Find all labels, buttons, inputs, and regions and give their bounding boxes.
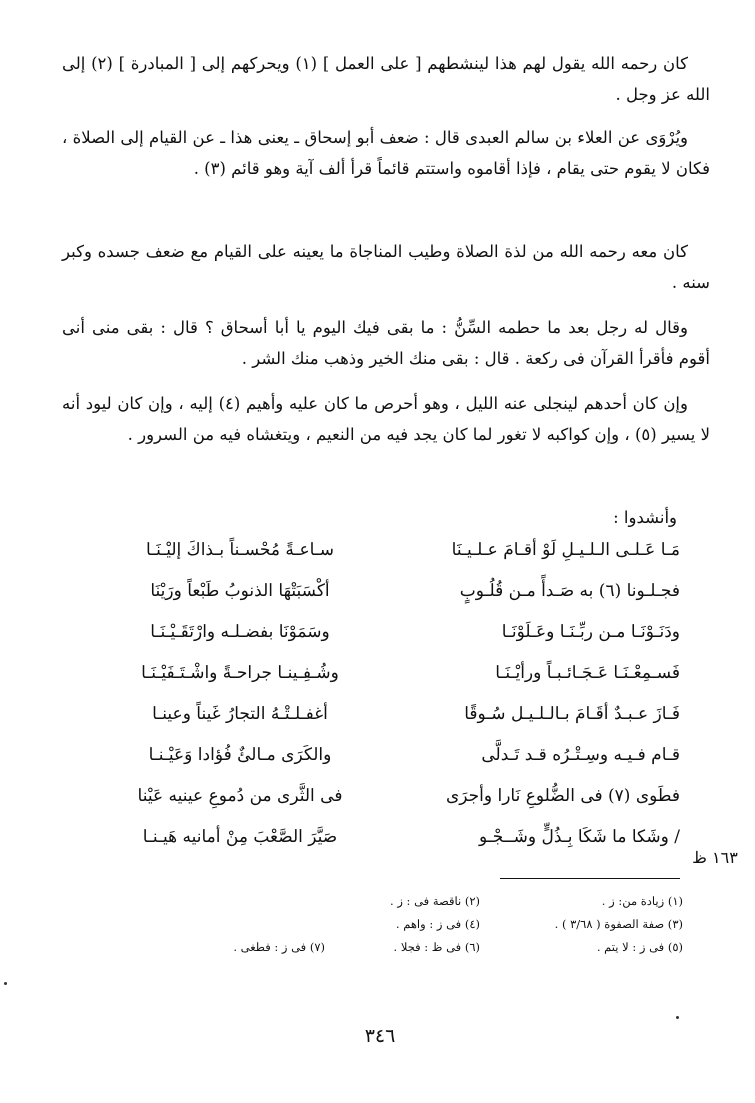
- verse-first-hemistich: / وشَكا ما شَكَا بِـذُلٍّ وشَــجْـو: [478, 827, 680, 847]
- paragraph-4-text: وقال له رجل بعد ما حطمه السِّنُّ : ما بقى فيك اليوم يا أبا أسحاق ؟ قال : بقى منى أنى أقوم فأقرأ القرآن فى ركعة . قال : بقى منك الخير وذهب منك الشر .: [62, 318, 710, 368]
- verse-second-hemistich: أغفـلـتْـهُ التجارُ غَيناً وعينـا: [152, 704, 328, 724]
- verse-line: [100, 817, 680, 857]
- paragraph-3-text: كان معه رحمه الله من لذة الصلاة وطيب المناجاة ما يعينه على القيام مع ضعف جسده وكبر سنه .: [62, 242, 710, 292]
- verse-first-hemistich: مَـا عَـلـى الـلـيـلِ لَوْ أقـامَ عـلـيـنَا: [451, 540, 680, 560]
- footnote: (١) زيادة من: ز .: [601, 894, 683, 908]
- scan-speck: [676, 1016, 679, 1019]
- verse-second-hemistich: وشُـفِـينـا جراحـةً واشْـتَـفَيْـنَـا: [141, 663, 339, 683]
- verse-line: [100, 612, 680, 652]
- poem-intro: وأنشدوا :: [613, 508, 677, 527]
- paragraph-2-text: ويُرْوَى عن العلاء بن سالم العبدى قال : ضعف أبو إسحاق ـ يعنى هذا ـ عن القيام إلى الصلاة ، فكان لا يقوم حتى يقام ، فإذا أقاموه واستتم قائماً قرأ ألف آية وهو قائم (٣) .: [62, 128, 710, 178]
- verse-line: [100, 653, 680, 693]
- verse-first-hemistich: قـام فـيـه وسِـتْـرُه قـد تَـدلَّى: [481, 745, 680, 765]
- verse-first-hemistich: فَسـمِعْـنَـا عَـجَـائـبـاً ورأيْـنَـا: [495, 663, 680, 683]
- verse-second-hemistich: وسَمَوْنَا بفضـلـه وارْتَقَـيْـنَـا: [150, 622, 330, 642]
- paragraph-5: [62, 388, 710, 450]
- verse-second-hemistich: فى الثَّرى من دُموعِ عينيه عَيْنا: [137, 786, 343, 806]
- verse-first-hemistich: فَـازَ عـبـدٌ أقَـامَ بـالـلـيـل سُـوقًا: [464, 704, 680, 724]
- verse-second-hemistich: صَيَّرَ الصَّعْبَ مِنْ أمانيه هَيـنـا: [142, 827, 338, 847]
- footnote: (٥) فى ز : لا يتم .: [596, 940, 683, 954]
- verse-first-hemistich: ودَنَـوْنَـا مـن ربِّـنَـا وعَـلَوْنَـا: [501, 622, 680, 642]
- verse-line: [100, 571, 680, 611]
- paragraph-4: [62, 312, 710, 374]
- verse-line: [100, 735, 680, 775]
- paragraph-1: [62, 48, 710, 110]
- paragraph-3: [62, 236, 710, 298]
- verse-first-hemistich: فجـلـونا (٦) به صَـدأً مـن قُلُـوبٍ: [459, 581, 680, 601]
- paragraph-2: [62, 122, 710, 184]
- footnote: (٦) فى ظ : فجلا .: [393, 940, 480, 954]
- footnote-divider: [500, 878, 680, 879]
- footnote: (٤) فى ز : واهم .: [395, 917, 480, 931]
- scan-speck: [4, 982, 7, 985]
- manuscript-folio-note: ١٦٣ ظ: [692, 848, 738, 867]
- paragraph-1-text: كان رحمه الله يقول لهم هذا لينشطهم [ على العمل ] (١) ويحركهم إلى [ المبادرة ] (٢) إلى الله عز وجل .: [62, 54, 710, 104]
- footnote: (٧) فى ز : فطغى .: [233, 940, 325, 954]
- verse-line: [100, 530, 680, 570]
- verse-line: [100, 776, 680, 816]
- paragraph-5-text: وإن كان أحدهم لينجلى عنه الليل ، وهو أحرص ما كان عليه وأهيم (٤) إليه ، وإن كان ليود أنه لا يسير (٥) ، وإن كواكبه لا تغور لما كان يجد فيه من النعيم ، ويتغشاه فيه من السرور .: [62, 394, 710, 444]
- verse-second-hemistich: أكْسَبَتْهَا الذنوبُ طَبْعاً ورَيْنَا: [150, 581, 330, 601]
- verse-first-hemistich: فطَوى (٧) فى الضُّلوعِ نَارا وأجرَى: [445, 786, 680, 806]
- footnote: (٢) ناقصة فى : ز .: [390, 894, 480, 908]
- footnote: (٣) صفة الصفوة ( ٣/٦٨ ) .: [554, 917, 683, 931]
- verse-line: [100, 694, 680, 734]
- verse-second-hemistich: سـاعـةً مُحْسـناً بـذاكَ إليْـنَـا: [145, 540, 335, 560]
- verse-second-hemistich: والكَرَى مـالئٌ فُؤادا وَعَيْـنـا: [148, 745, 332, 765]
- page-number: ٣٤٦: [364, 1025, 396, 1047]
